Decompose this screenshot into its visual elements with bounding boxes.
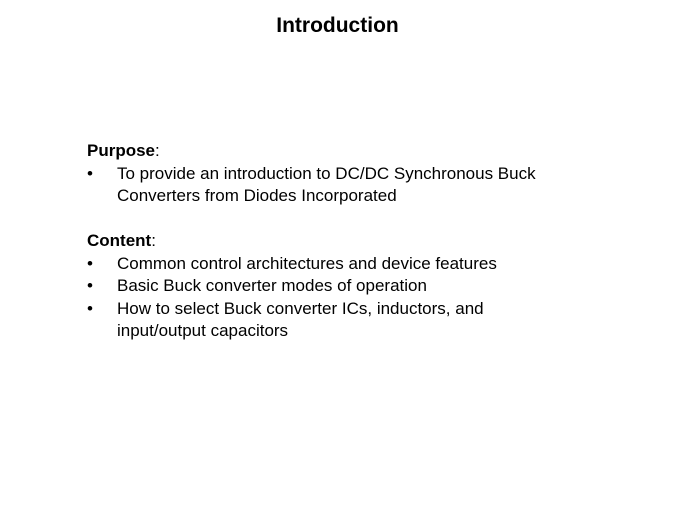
content-section: [87, 230, 607, 343]
list-item-line: Common control architectures and device features: [117, 253, 497, 273]
purpose-list: [87, 163, 607, 208]
purpose-heading: [87, 140, 607, 163]
list-item: [87, 253, 607, 276]
purpose-heading-text: Purpose: [87, 141, 156, 160]
list-item-line: Basic Buck converter modes of operation: [117, 276, 427, 295]
bullet-icon: •: [87, 298, 93, 318]
list-item-line: How to select Buck converter ICs, inductors, and: [117, 298, 484, 318]
content-list: [87, 253, 607, 343]
list-item-line: Converters from Diodes Incorporated: [117, 186, 397, 205]
content-heading-colon: :: [151, 231, 156, 250]
content-heading: [87, 230, 607, 253]
purpose-heading-colon: :: [155, 141, 160, 160]
list-item-line: To provide an introduction to DC/DC Synchronous Buck: [117, 163, 536, 183]
list-item: [87, 275, 607, 298]
list-item-line: input/output capacitors: [117, 321, 289, 340]
slide-title: Introduction: [276, 14, 399, 37]
purpose-section: [87, 140, 607, 208]
list-item: [87, 163, 607, 208]
bullet-icon: •: [87, 276, 93, 295]
bullet-icon: •: [87, 163, 93, 183]
content-heading-text: Content: [87, 231, 152, 250]
list-item: [87, 298, 607, 343]
slide-content: [87, 140, 607, 343]
bullet-icon: •: [87, 253, 93, 273]
section-spacer: [87, 208, 607, 231]
